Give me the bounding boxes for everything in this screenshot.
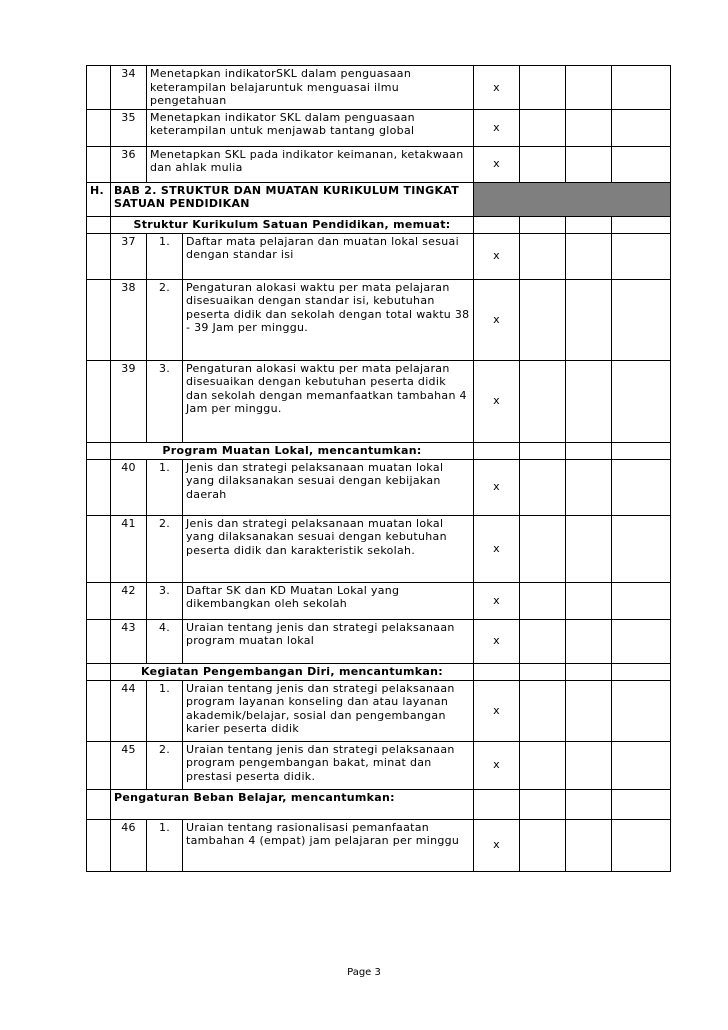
sub-number: 1. xyxy=(147,233,183,279)
check-mark: x xyxy=(474,360,520,442)
item-text: Pengaturan alokasi waktu per mata pelajaran disesuaikan dengan standar isi, kebutuhan peserta didik dan sekolah dengan total waktu 38 - 39 Jam per minggu. xyxy=(183,279,474,360)
subsection-title: Pengaturan Beban Belajar, mencantumkan: xyxy=(111,789,474,819)
row-number: 35 xyxy=(111,109,147,146)
section-title: BAB 2. STRUKTUR DAN MUATAN KURIKULUM TINGKAT SATUAN PENDIDIKAN xyxy=(111,182,474,216)
shaded-cell xyxy=(474,182,671,216)
item-text: Pengaturan alokasi waktu per mata pelajaran disesuaikan dengan kebutuhan peserta didik dan sekolah dengan memanfaatkan tambahan 4 Jam per minggu. xyxy=(183,360,474,442)
item-text: Uraian tentang jenis dan strategi pelaksanaan program pengembangan bakat, minat dan prestasi peserta didik. xyxy=(183,741,474,789)
row-number: 37 xyxy=(111,233,147,279)
sub-number: 2. xyxy=(147,279,183,360)
row-number: 41 xyxy=(111,515,147,582)
table-row xyxy=(87,146,671,182)
item-text: Uraian tentang jenis dan strategi pelaksanaan program muatan lokal xyxy=(183,619,474,663)
row-number: 45 xyxy=(111,741,147,789)
item-text: Jenis dan strategi pelaksanaan muatan lokal yang dilaksanakan sesuai dengan kebutuhan peserta didik dan karakteristik sekolah. xyxy=(183,515,474,582)
subsection-row xyxy=(87,663,671,680)
sub-number: 3. xyxy=(147,360,183,442)
subsection-row xyxy=(87,442,671,459)
row-number: 36 xyxy=(111,146,147,182)
page-number: Page 3 xyxy=(347,967,381,978)
table-row xyxy=(87,360,671,442)
table-row xyxy=(87,66,671,110)
check-mark: x xyxy=(474,459,520,515)
sub-number: 4. xyxy=(147,619,183,663)
section-header-row xyxy=(87,182,671,216)
table-row xyxy=(87,459,671,515)
sub-number: 1. xyxy=(147,459,183,515)
check-mark: x xyxy=(474,819,520,871)
row-number: 40 xyxy=(111,459,147,515)
table-row xyxy=(87,582,671,619)
table-row xyxy=(87,233,671,279)
check-mark: x xyxy=(474,515,520,582)
table-row xyxy=(87,619,671,663)
row-number: 42 xyxy=(111,582,147,619)
row-number: 46 xyxy=(111,819,147,871)
check-mark: x xyxy=(474,680,520,741)
table-row xyxy=(87,279,671,360)
item-text: Uraian tentang rasionalisasi pemanfaatan tambahan 4 (empat) jam pelajaran per minggu xyxy=(183,819,474,871)
item-text: Daftar SK dan KD Muatan Lokal yang dikembangkan oleh sekolah xyxy=(183,582,474,619)
item-text: Daftar mata pelajaran dan muatan lokal sesuai dengan standar isi xyxy=(183,233,474,279)
check-mark: x xyxy=(474,741,520,789)
section-label: H. xyxy=(87,182,111,216)
item-text: Menetapkan indikatorSKL dalam penguasaan keterampilan belajaruntuk menguasai ilmu pengetahuan xyxy=(147,66,474,110)
table-row xyxy=(87,109,671,146)
sub-number: 1. xyxy=(147,680,183,741)
check-mark: x xyxy=(474,66,520,110)
check-mark: x xyxy=(474,582,520,619)
item-text: Menetapkan indikator SKL dalam penguasaan keterampilan untuk menjawab tantang global xyxy=(147,109,474,146)
check-mark: x xyxy=(474,146,520,182)
item-text: Menetapkan SKL pada indikator keimanan, ketakwaan dan ahlak mulia xyxy=(147,146,474,182)
subsection-row xyxy=(87,789,671,819)
check-mark: x xyxy=(474,233,520,279)
checklist-table xyxy=(86,65,671,872)
sub-number: 3. xyxy=(147,582,183,619)
row-number: 34 xyxy=(111,66,147,110)
table-row xyxy=(87,741,671,789)
sub-number: 2. xyxy=(147,515,183,582)
subsection-title: Kegiatan Pengembangan Diri, mencantumkan: xyxy=(111,663,474,680)
table-row xyxy=(87,819,671,871)
row-number: 38 xyxy=(111,279,147,360)
row-number: 39 xyxy=(111,360,147,442)
check-mark: x xyxy=(474,109,520,146)
check-mark: x xyxy=(474,619,520,663)
item-text: Jenis dan strategi pelaksanaan muatan lokal yang dilaksanakan sesuai dengan kebijakan daerah xyxy=(183,459,474,515)
item-text: Uraian tentang jenis dan strategi pelaksanaan program layanan konseling dan atau layanan akademik/belajar, sosial dan pengembangan karier peserta didik xyxy=(183,680,474,741)
row-number: 44 xyxy=(111,680,147,741)
subsection-row xyxy=(87,216,671,233)
subsection-title: Struktur Kurikulum Satuan Pendidikan, memuat: xyxy=(111,216,474,233)
sub-number: 2. xyxy=(147,741,183,789)
table-row xyxy=(87,680,671,741)
check-mark: x xyxy=(474,279,520,360)
sub-number: 1. xyxy=(147,819,183,871)
table-row xyxy=(87,515,671,582)
row-number: 43 xyxy=(111,619,147,663)
subsection-title: Program Muatan Lokal, mencantumkan: xyxy=(111,442,474,459)
